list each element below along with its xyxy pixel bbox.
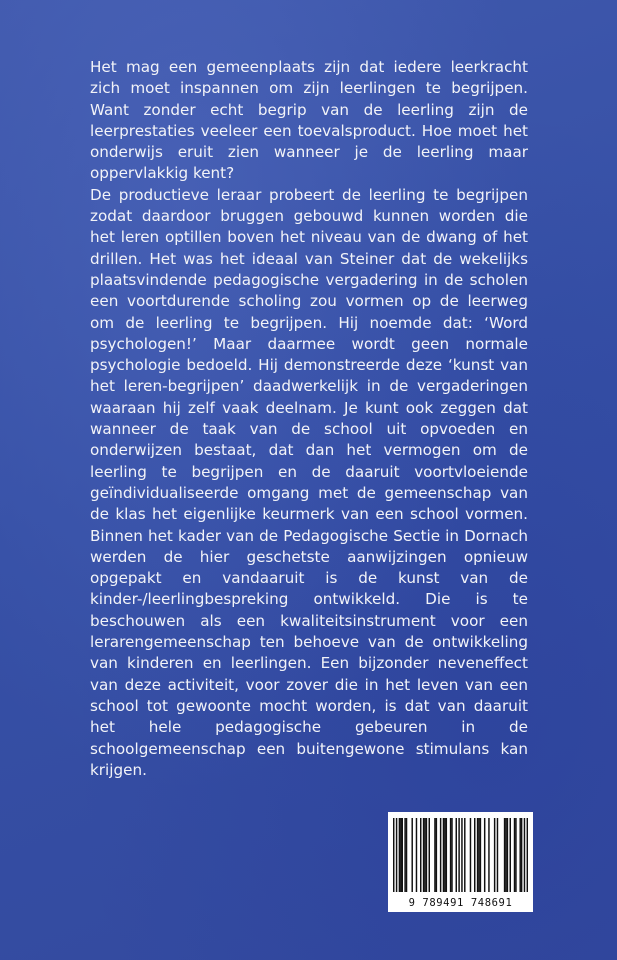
barcode-bar [477,818,478,892]
isbn-barcode [388,812,533,912]
barcode-bar [436,818,437,892]
barcode-bars [393,818,528,892]
barcode-bar [527,818,528,892]
barcode-bar [504,818,505,892]
barcode-bar [420,818,421,892]
barcode-bar [446,818,447,892]
barcode-bar [464,818,465,892]
barcode-bar [450,818,451,892]
barcode-bar [484,818,485,892]
barcode-bar [480,818,481,892]
blurb-paragraph-2: De productieve leraar probeert de leerling te begrijpen zodat daardoor bruggen gebouwd kunnen worden die het leren optillen boven het niveau van de dwang of het drillen. Het was het ideaal van Steiner dat de wekelijks plaatsvindende pedagogische vergadering in de scholen een voortdurende scholing zou vormen op de leerweg om de leerling te begrijpen. Hij noemde dat: ‘Word psychologen!’ Maar daarmee wordt geen normale psychologie bedoeld. Hij demonstreerde deze ‘kunst van het leren-begrijpen’ daadwerkelijk in de vergaderingen waaraan hij zelf vaak deelnam. Je kunt ook zeggen dat wanneer de taak van de school uit opvoeden en onderwijzen bestaat, dat dan het vermogen om de leerling te begrijpen en de daaruit voortvloeiende geïndividualiseerde omgang met de gemeenschap van de klas het eigenlijke keurmerk van een school vormen. Binnen het kader van de Pedagogische Sectie in Dornach werden de hier geschetste aanwijzingen opnieuw opgepakt en vandaaruit is de kunst van de kinder-/leerlingbespreking ontwikkeld. Die is te beschouwen als een kwaliteitsinstrument voor een lerarengemeenschap ten behoeve van de ontwikkeling van kinderen en leerlingen. Een bijzonder neveneffect van deze activiteit, voor zover die in het leven van een school tot gewoonte mocht worden, is dat van daaruit het hele pedagogische gebeuren in de schoolgemeenschap een buitengewone stimulans kan krijgen. [90,185,528,779]
barcode-bar [404,818,405,892]
barcode-bar [451,818,452,892]
barcode-bar [416,818,417,892]
barcode-bar [488,818,489,892]
barcode-bar [505,818,506,892]
barcode-bar [393,818,394,892]
barcode-bar [434,818,435,892]
barcode-bar [478,818,479,892]
barcode-bar [514,818,515,892]
barcode-bar [429,818,430,892]
blurb-paragraph-1: Het mag een gemeenplaats zijn dat iedere leerkracht zich moet inspannen om zijn leerlingen te begrijpen. Want zonder echt begrip van de leerling zijn de leerprestaties veeleer een toevalsproduct. Hoe moet het onderwijs eruit zien wanneer je de leerling maar oppervlakkig kent? [90,58,528,183]
barcode-bar [411,818,412,892]
barcode-bar [400,818,401,892]
barcode-bar [426,818,427,892]
barcode-bar [494,818,495,892]
barcode-bar [396,818,397,892]
barcode-bar [399,818,400,892]
barcode-bar [458,818,459,892]
barcode-bar [456,818,457,892]
barcode-bar [510,818,511,892]
barcode-bar [519,818,520,892]
barcode-bar [440,818,441,892]
isbn-number: 9 789491 748691 [408,897,513,909]
barcode-bar [443,818,444,892]
blurb-text [90,57,528,781]
barcode-bar [474,818,475,892]
barcode-bar [524,818,525,892]
barcode-bar [521,818,522,892]
barcode-bar [402,818,403,892]
barcode-bar [470,818,471,892]
barcode-bar [515,818,516,892]
barcode-bar [497,818,498,892]
barcode-bar [461,818,462,892]
barcode-bar [423,818,424,892]
barcode-bar [424,818,425,892]
barcode-bar [444,818,445,892]
barcode-bar [406,818,407,892]
barcode-bar [507,818,508,892]
